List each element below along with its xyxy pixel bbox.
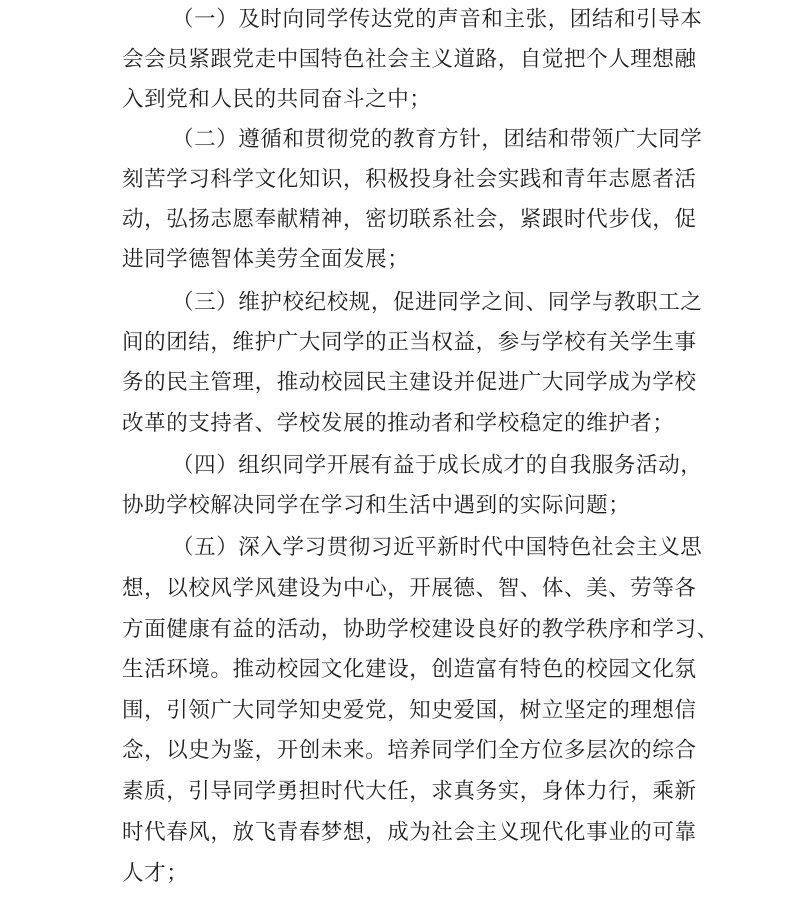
clause-1-line-3: 入到党和人民的共同奋斗之中；	[122, 87, 432, 112]
clause-2-line-3: 动，弘扬志愿奉献精神，密切联系社会，紧跟时代步伐，促	[122, 207, 697, 232]
clause-4-line-1: （四）组织同学开展有益于成长成才的自我服务活动，	[172, 453, 703, 478]
clause-5-line-8: 时代春风，放飞青春梦想，成为社会主义现代化事业的可靠	[122, 820, 697, 845]
clause-5-line-5: 围，引领广大同学知史爱党，知史爱国，树立坚定的理想信	[122, 698, 697, 723]
clause-2-line-1: （二）遵循和贯彻党的教育方针，团结和带领广大同学	[172, 127, 703, 152]
clause-3-line-4: 改革的支持者、学校发展的推动者和学校稳定的维护者；	[122, 411, 675, 436]
clause-4-line-2: 协助学校解决同学在学习和生活中遇到的实际问题；	[122, 493, 631, 518]
clause-5-line-6: 念，以史为鉴，开创未来。培养同学们全方位多层次的综合	[122, 738, 697, 763]
clause-5-line-1: （五）深入学习贯彻习近平新时代中国特色社会主义思	[172, 535, 703, 560]
clause-5-line-3: 方面健康有益的活动，协助学校建设良好的教学秩序和学习、	[122, 617, 719, 642]
clause-3-line-2: 间的团结，维护广大同学的正当权益，参与学校有关学生事	[122, 330, 697, 355]
clause-3-line-3: 务的民主管理，推动校园民主建设并促进广大同学成为学校	[122, 370, 697, 395]
clause-5-line-7: 素质，引导同学勇担时代大任，求真务实，身体力行，乘新	[122, 779, 697, 804]
clause-3-line-1: （三）维护校纪校规，促进同学之间、同学与教职工之	[172, 290, 703, 315]
clause-5-line-9: 人才；	[122, 861, 189, 886]
clause-5-line-4: 生活环境。推动校园文化建设，创造富有特色的校园文化氛	[122, 657, 697, 682]
clause-2-line-2: 刻苦学习科学文化知识，积极投身社会实践和青年志愿者活	[122, 167, 697, 192]
clause-5-line-2: 想，以校风学风建设为中心，开展德、智、体、美、劳等各	[122, 576, 697, 601]
clause-1-line-1: （一）及时向同学传达党的声音和主张，团结和引导本	[172, 7, 703, 32]
clause-2-line-4: 进同学德智体美劳全面发展；	[122, 247, 410, 272]
clause-1-line-2: 会会员紧跟党走中国特色社会主义道路，自觉把个人理想融	[122, 47, 697, 72]
